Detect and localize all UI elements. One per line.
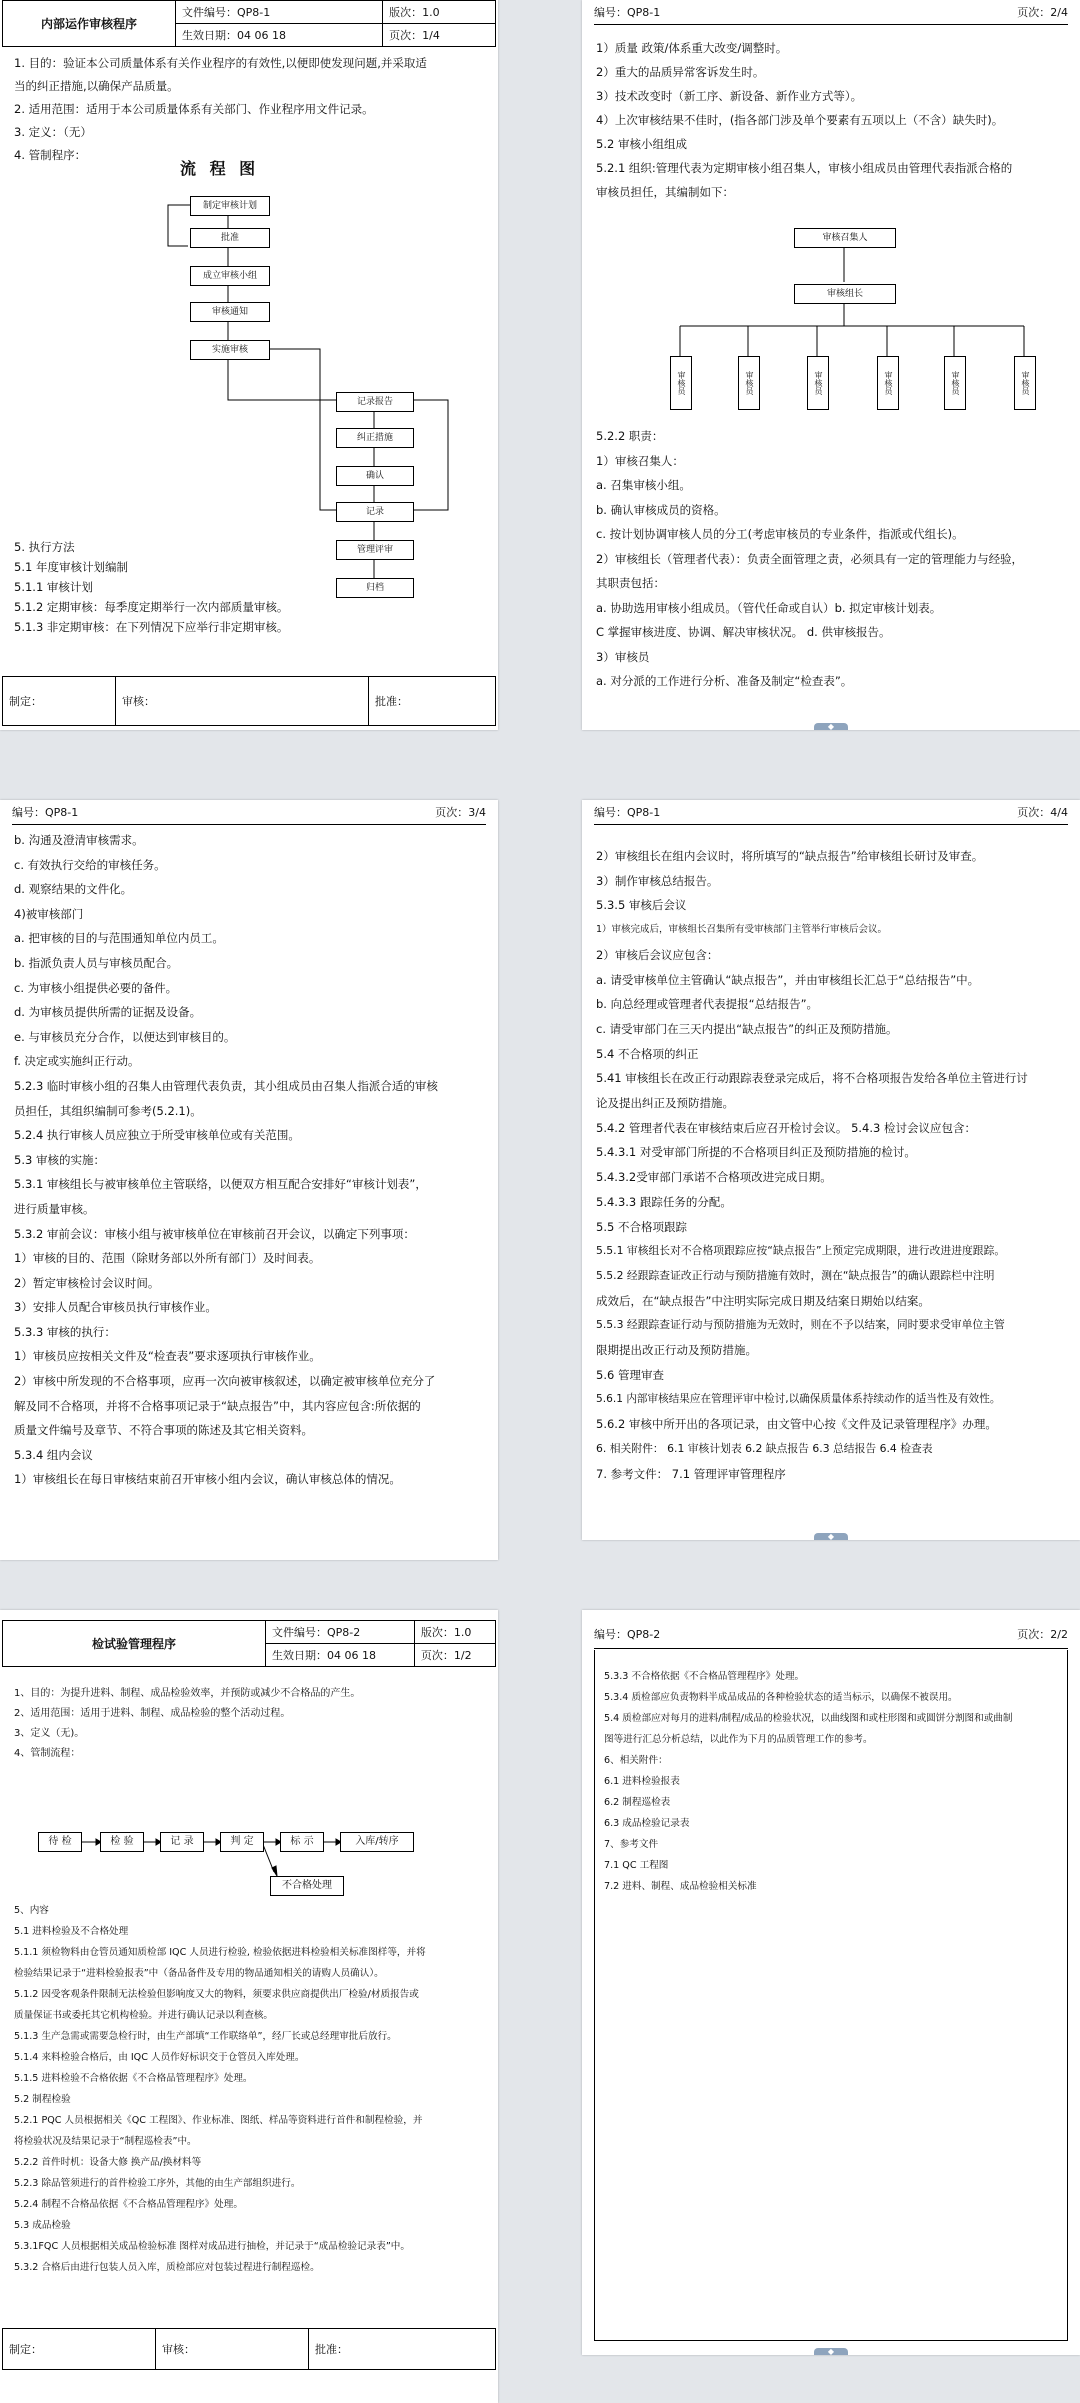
text-line: 5.6.2 审核中所开出的各项记录，由文管中心按《文件及记录管理程序》办理。 (596, 1417, 997, 1432)
org-convener: 审核召集人 (794, 228, 896, 248)
sign-table (2, 676, 496, 726)
text-line: 5.2.4 执行审核人员应独立于所受审核单位或有关范围。 (14, 1128, 300, 1143)
text-line: f. 决定或实施纠正行动。 (14, 1054, 140, 1069)
text-line: 检验结果记录于“进料检验报表”中（备品备件及专用的物品通知相关的请购人员确认）。 (14, 1968, 384, 1979)
text-line: 1）审核完成后，审核组长召集所有受审核部门主管举行审核后会议。 (596, 924, 888, 936)
text-line: b. 指派负责人员与审核员配合。 (14, 955, 179, 970)
text-line: 5.3.2 审前会议：审核小组与被审核单位在审核前召开会议，以确定下列事项： (14, 1226, 415, 1241)
flow-step: 记录 (336, 502, 414, 522)
text-line: a. 把审核的目的与范围通知单位内员工。 (14, 931, 224, 946)
text-line: 5.5.3 经跟踪查证行动与预防措施为无效时，则在不予以结案，同时要求受审单位主管 (596, 1318, 1005, 1332)
text-line: 5.1.2 因受客观条件限制无法检验但影响度又大的物料，须要求供应商提供出厂检验/材质报告或 (14, 1989, 419, 2000)
page-qp8-1-p2 (582, 0, 1080, 730)
effective-date: 生效日期：04 06 18 (176, 24, 383, 47)
text-line: 5.3.1 审核组长与被审核单位主管联络，以便双方相互配合安排好“审核计划表”， (14, 1177, 427, 1192)
text-line: 5、内容 (14, 1905, 49, 1916)
text-line: 5.3.4 质检部应负责物料半成品成品的各种检验状态的适当标示，以确保不被误用。 (604, 1692, 958, 1703)
p1-section-5 (14, 537, 488, 637)
text-line: 1）审核组长在每日审核结束前召开审核小组内会议，确认审核总体的情况。 (14, 1472, 401, 1487)
qc-flow-step: 标 示 (280, 1832, 324, 1852)
text-line: 6.2 制程巡检表 (604, 1797, 671, 1808)
doc-title: 检试验管理程序 (3, 1621, 266, 1667)
text-line: b. 向总经理或管理者代表提报“总结报告”。 (596, 997, 819, 1012)
flow-title: 流 程 图 (180, 159, 260, 178)
doc-title: 内部运作审核程序 (3, 1, 176, 47)
text-line: 3）安排人员配合审核员执行审核作业。 (14, 1300, 217, 1315)
text-line: 1）质量 政策/体系重大改变/调整时。 (596, 41, 788, 55)
flow-step: 管理评审 (336, 540, 414, 560)
text-line: 质量文件编号及章节、不符合事项的陈述及其它相关资料。 (14, 1423, 313, 1438)
text-line: 员担任，其组织编制可参考(5.2.1)。 (14, 1103, 202, 1118)
page-nav-handle[interactable]: ◆ (814, 2348, 848, 2355)
page-qp8-1-p3 (0, 800, 498, 1560)
org-auditor: 审核员 (670, 356, 692, 410)
org-leader: 审核组长 (794, 284, 896, 304)
p3-text (14, 828, 488, 1492)
text-line: 5.3.4 组内会议 (14, 1447, 93, 1462)
text-line: 7.2 进料、制程、成品检验相关标准 (604, 1881, 757, 1892)
text-line: 5.1.3 生产急需或需要急检行时，由生产部填“工作联络单”，经厂长或总经理审批后放行。 (14, 2031, 397, 2042)
file-number: 文件编号：QP8-2 (266, 1621, 415, 1644)
text-line: 5.1 进料检验及不合格处理 (14, 1926, 129, 1937)
text-line: 论及提出纠正及预防措施。 (596, 1096, 734, 1111)
text-line: 7、参考文件 (604, 1839, 659, 1850)
text-line: c. 有效执行交给的审核任务。 (14, 857, 166, 872)
text-line: 5.2 制程检验 (14, 2094, 71, 2105)
text-line: C 掌握审核进度、协调、解决审核状况。 d. 供审核报告。 (596, 625, 891, 639)
text-line: 解及同不合格项，并将不合格事项记录于“缺点报告”中，其内容应包含:所依据的 (14, 1398, 421, 1413)
text-line: a. 请受审核单位主管确认“缺点报告”，并由审核组长汇总于“总结报告”中。 (596, 972, 980, 987)
text-line: 5.6 管理审查 (596, 1367, 664, 1382)
org-auditor: 审核员 (738, 356, 760, 410)
text-line: 4)被审核部门 (14, 906, 84, 921)
page-nav-handle[interactable]: ◆ (814, 1533, 848, 1540)
text-line: 5.1.5 进料检验不合格依据《不合格品管理程序》处理。 (14, 2073, 253, 2084)
sign-prepared: 制定： (3, 2329, 156, 2370)
text-line: 成效后，在“缺点报告”中注明实际完成日期及结案日期始以结案。 (596, 1293, 930, 1308)
text-line: 5.6.1 内部审核结果应在管理评审中检讨,以确保质量体系持续动作的适当性及有效性。 (596, 1393, 1001, 1406)
text-line: 7.1 QC 工程图 (604, 1860, 669, 1871)
header-page: 页次：2/2 (1017, 1628, 1068, 1641)
text-line: 4）上次审核结果不佳时，(指各部门涉及单个要素有五项以上（不含）缺失时)。 (596, 113, 1004, 127)
text-line: 5.4 不合格项的纠正 (596, 1046, 699, 1061)
text-line: 5.2.3 临时审核小组的召集人由管理代表负责，其小组成员由召集人指派合适的审核 (14, 1078, 438, 1093)
page-qp8-2-p2 (582, 1610, 1080, 2355)
text-line: 1、目的：为提升进料、制程、成品检验效率，并预防或减少不合格品的产生。 (14, 1688, 361, 1699)
sign-reviewed: 审核： (156, 2329, 309, 2370)
p4-text (596, 844, 1070, 1486)
flow-step: 归档 (336, 578, 414, 598)
text-line: 5.1.3 非定期审核：在下列情况下应举行非定期审核。 (14, 620, 289, 634)
text-line: c. 为审核小组提供必要的备件。 (14, 980, 178, 995)
text-line: 2）审核组长（管理者代表）：负责全面管理之责，必须具有一定的管理能力与经验， (596, 551, 1024, 566)
page-count: 页次：1/4 (383, 24, 496, 47)
version: 版次：1.0 (383, 1, 496, 24)
text-line: 5.4.3.2受审部门承诺不合格项改进完成日期。 (596, 1170, 832, 1185)
text-line: 审核员担任，其编制如下： (596, 185, 734, 199)
text-line: 2）审核中所发现的不合格事项，应再一次向被审核叙述，以确定被审核单位充分了 (14, 1374, 436, 1389)
page-nav-handle[interactable]: ◆ (814, 723, 848, 730)
text-line: 2. 适用范围：适用于本公司质量体系有关部门、作业程序用文件记录。 (14, 102, 374, 116)
sign-reviewed: 审核： (116, 677, 369, 726)
header-page: 页次：3/4 (435, 806, 486, 819)
header-page: 页次：4/4 (1017, 806, 1068, 819)
text-line: 进行质量审核。 (14, 1201, 95, 1216)
page-qp8-1-p4 (582, 800, 1080, 1540)
page-count: 页次：1/2 (414, 1644, 495, 1667)
flow-step: 制定审核计划 (190, 196, 270, 216)
text-line: 5.3.5 审核后会议 (596, 898, 687, 913)
page-qp8-2-p1 (0, 1610, 498, 2403)
text-line: e. 与审核员充分合作，以便达到审核目的。 (14, 1029, 236, 1044)
qc-flow-step: 入库/转序 (340, 1832, 414, 1852)
text-line: 6.1 进料检验报表 (604, 1776, 680, 1787)
text-line: 6.3 成品检验记录表 (604, 1818, 690, 1829)
text-line: 5. 执行方法 (14, 540, 75, 554)
text-line: 其职责包括： (596, 576, 665, 590)
text-line: 将检验状况及结果记录于“制程巡检表”中。 (14, 2136, 197, 2147)
text-line: 5.3.3 审核的执行： (14, 1324, 116, 1339)
text-line: 5.5.1 审核组长对不合格项跟踪应按“缺点报告”上预定完成期限，进行改进进度跟踪。 (596, 1244, 1006, 1258)
p6-text (604, 1666, 1070, 1897)
text-line: 图等进行汇总分析总结，以此作为下月的品质管理工作的参考。 (604, 1734, 873, 1745)
text-line: c. 请受审部门在三天内提出“缺点报告”的纠正及预防措施。 (596, 1021, 898, 1036)
text-line: 5.3.2 合格后由进行包装人员入库，质检部应对包装过程进行制程巡检。 (14, 2262, 320, 2273)
text-line: b. 沟通及澄清审核需求。 (14, 833, 144, 847)
text-line: 3）技术改变时（新工序、新设备、新作业方式等）。 (596, 89, 863, 103)
text-line: 1. 目的：验证本公司质量体系有关作业程序的有效性,以便即使发现问题,并采取适 (14, 56, 427, 70)
header-code: 编号：QP8-1 (594, 6, 661, 19)
text-line: 5.4.3.3 跟踪任务的分配。 (596, 1194, 732, 1209)
text-line: 5.2.4 制程不合格品依据《不合格品管理程序》处理。 (14, 2199, 243, 2210)
text-line: 当的纠正措施,以确保产品质量。 (14, 79, 179, 93)
text-line: a. 协助选用审核小组成员。（管代任命或自认）b. 拟定审核计划表。 (596, 600, 942, 615)
sign-approved: 批准： (369, 677, 496, 726)
text-line: 6. 相关附件： 6.1 审核计划表 6.2 缺点报告 6.3 总结报告 6.4 检查表 (596, 1441, 933, 1455)
version: 版次：1.0 (414, 1621, 495, 1644)
header-code: 编号：QP8-2 (594, 1628, 661, 1641)
page-qp8-1-p1 (0, 0, 498, 730)
text-line: 5.3 成品检验 (14, 2220, 71, 2231)
text-line: 7. 参考文件： 7.1 管理评审管理程序 (596, 1466, 786, 1481)
text-line: 3）审核员 (596, 649, 650, 664)
header-code: 编号：QP8-1 (12, 806, 79, 819)
text-line: 5.3.3 不合格依据《不合格品管理程序》处理。 (604, 1671, 805, 1682)
text-line: 5.41 审核组长在改正行动跟踪表登录完成后，将不合格项报告发给各单位主管进行讨 (596, 1071, 1028, 1086)
text-line: 5.5 不合格项跟踪 (596, 1219, 687, 1234)
text-line: d. 为审核员提供所需的证据及设备。 (14, 1005, 202, 1020)
text-line: 2、适用范围：适用于进料、制程、成品检验的整个活动过程。 (14, 1708, 291, 1719)
text-line: 2）暂定审核检讨会议时间。 (14, 1275, 160, 1290)
org-auditor: 审核员 (807, 356, 829, 410)
flow-step: 记录报告 (336, 392, 414, 412)
text-line: a. 召集审核小组。 (596, 478, 691, 492)
text-line: b. 确认审核成员的资格。 (596, 502, 726, 517)
text-line: 5.4.2 管理者代表在审核结束后应召开检讨会议。 5.4.3 检讨会议应包含： (596, 1120, 976, 1135)
file-number: 文件编号：QP8-1 (176, 1, 383, 24)
text-line: 5.5.2 经跟踪查证改正行动与预防措施有效时，测在“缺点报告”的确认跟踪栏中注明 (596, 1268, 995, 1282)
text-line: 5.3 审核的实施： (14, 1152, 105, 1167)
text-line: 2）审核组长在组内会议时，将所填写的“缺点报告”给审核组长研讨及审查。 (596, 849, 984, 863)
flow-step: 成立审核小组 (190, 266, 270, 286)
text-line: 3. 定义：（无） (14, 125, 92, 139)
text-line: 5.2.1 组织:管理代表为定期审核小组召集人，审核小组成员由管理代表指派合格的 (596, 161, 1013, 175)
text-line: 3、定义（无)。 (14, 1728, 85, 1739)
text-line: 5.2.2 职责： (596, 429, 664, 443)
text-line: 3）制作审核总结报告。 (596, 873, 719, 888)
text-line: 5.2 审核小组组成 (596, 137, 687, 151)
text-line: 5.2.1 PQC 人员根据相关《QC 工程图》、作业标准、图纸、样品等资料进行首件和制程检验，并 (14, 2115, 423, 2126)
text-line: 2）重大的品质异常客诉发生时。 (596, 65, 765, 79)
header-page: 页次：2/4 (1017, 6, 1068, 19)
text-line: 5.1.1 审核计划 (14, 580, 93, 594)
text-line: 6、相关附件： (604, 1755, 668, 1766)
org-auditor: 审核员 (1014, 356, 1036, 410)
text-line: 5.1.1 须检物料由仓管员通知质检部 IQC 人员进行检验, 检验依据进料检验相关标准图样等，并将 (14, 1947, 426, 1958)
text-line: 5.2.3 除品管须进行的首件检验工序外，其他的由生产部组织进行。 (14, 2178, 301, 2189)
org-auditor: 审核员 (877, 356, 899, 410)
flow-step: 批准 (190, 228, 270, 248)
qc-flow-reject: 不合格处理 (270, 1876, 344, 1896)
flow-step: 纠正措施 (336, 428, 414, 448)
p2-text-b (596, 424, 1070, 694)
text-line: c. 按计划协调审核人员的分工(考虑审核员的专业条件，指派或代组长)。 (596, 527, 964, 541)
header-code: 编号：QP8-1 (594, 806, 661, 819)
text-line: 5.3.1FQC 人员根据相关成品检验标准 图样对成品进行抽检，并记录于“成品检验记录表”中。 (14, 2241, 410, 2252)
text-line: 5.1.2 定期审核：每季度定期举行一次内部质量审核。 (14, 600, 289, 614)
page-header (12, 800, 486, 825)
effective-date: 生效日期：04 06 18 (266, 1644, 415, 1667)
text-line: 5.2.2 首件时机：设备大修 换产品/换材料等 (14, 2157, 202, 2168)
qc-flow-step: 判 定 (220, 1832, 264, 1852)
page-header (594, 800, 1068, 825)
qc-flow-step: 记 录 (160, 1832, 204, 1852)
text-line: 1）审核的目的、范围（除财务部以外所有部门）及时间表。 (14, 1251, 321, 1266)
page-header (594, 1620, 1068, 1649)
sign-approved: 批准： (309, 2329, 496, 2370)
sign-table (2, 2328, 496, 2370)
text-line: 5.1.4 来料检验合格后，由 IQC 人员作好标识交于仓管员入库处理。 (14, 2052, 305, 2063)
text-line: 4. 管制程序： (14, 148, 87, 162)
text-line: 5.4 质检部应对每月的进料/制程/成品的检验状况，以曲线图和或柱形图和或圆饼分割图和或曲制 (604, 1713, 1013, 1724)
text-line: 1）审核召集人： (596, 453, 684, 468)
org-auditor: 审核员 (944, 356, 966, 410)
p5-content (14, 1900, 488, 2278)
qc-flow-step: 待 检 (38, 1832, 82, 1852)
flow-step: 审核通知 (190, 302, 270, 322)
flow-step: 确认 (336, 466, 414, 486)
sign-prepared: 制定： (3, 677, 116, 726)
text-line: 2）审核后会议应包含： (596, 947, 719, 962)
qc-flow-step: 检 验 (100, 1832, 144, 1852)
text-line: 4、管制流程： (14, 1748, 81, 1759)
text-line: 5.1 年度审核计划编制 (14, 560, 128, 574)
text-line: 1）审核员应按相关文件及“检查表”要求逐项执行审核作业。 (14, 1349, 321, 1364)
text-line: 限期提出改正行动及预防措施。 (596, 1343, 757, 1358)
text-line: a. 对分派的工作进行分析、准备及制定“检查表”。 (596, 674, 853, 688)
flow-step: 实施审核 (190, 340, 270, 360)
text-line: 5.4.3.1 对受审部门所提的不合格项目纠正及预防措施的检讨。 (596, 1145, 916, 1160)
text-line: d. 观察结果的文件化。 (14, 882, 133, 897)
text-line: 质量保证书或委托其它机构检验。并进行确认记录以利查核。 (14, 2010, 274, 2021)
